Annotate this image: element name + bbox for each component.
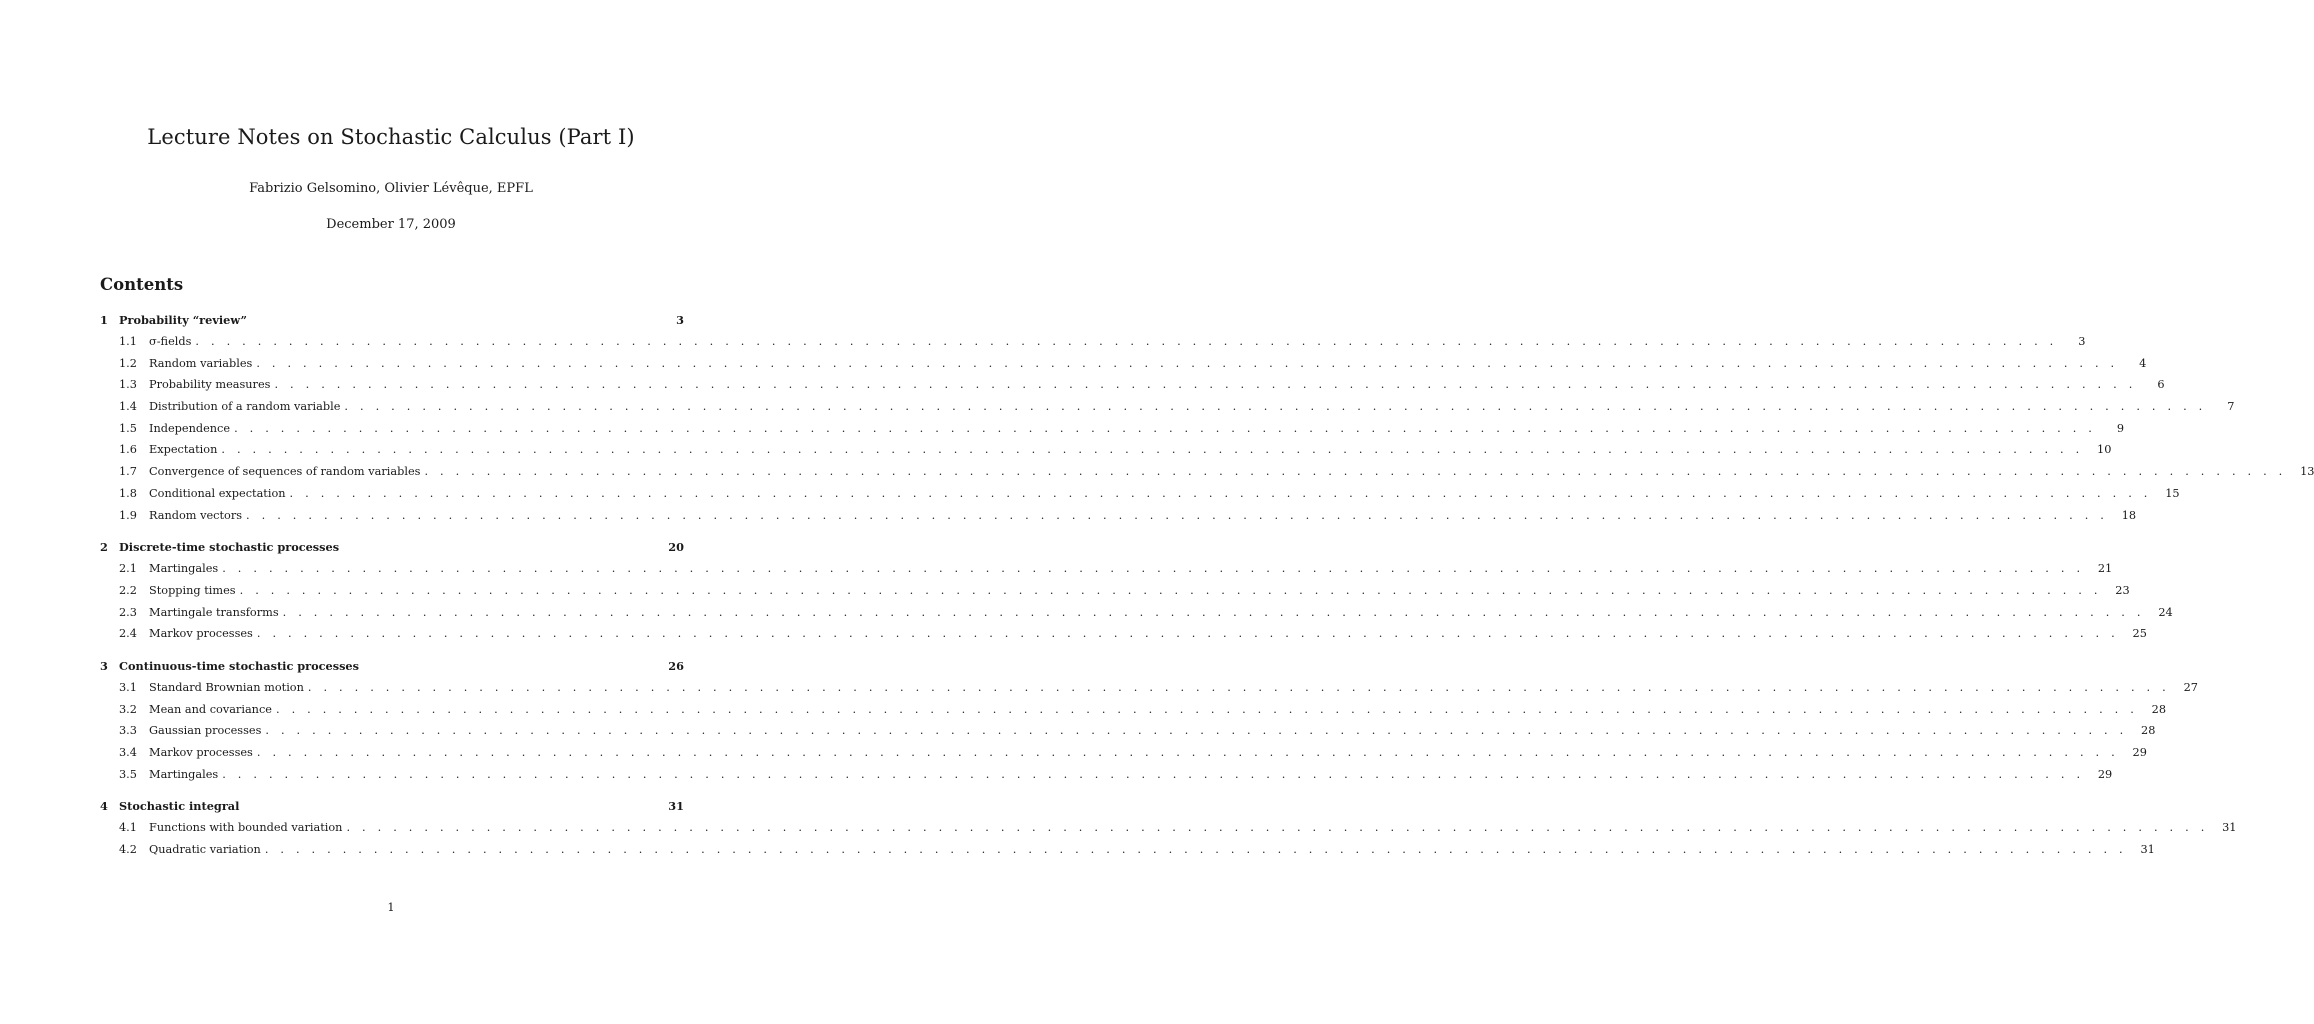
dot-leader: . . . . . . . . . . . . . . . . . . . . . . . . . . . . . . . . . . . . . . . . . . . . . . . . . . . . . . . . . . . . . . . . . . . . . . . . . . . . . . . . . . . . . . . . . . . . . . . . . . . . . . . . . . . . . . . . . . . . . . . .: [307, 680, 2170, 694]
toc-section-entry[interactable]: [100, 817, 2237, 839]
section-title: Random vectors: [149, 508, 243, 522]
toc-section-entry[interactable]: [100, 505, 2137, 527]
page-number: 1: [387, 901, 395, 914]
section-title: Stopping times: [149, 583, 236, 597]
section-page-number: 15: [2165, 486, 2180, 500]
dot-leader: . . . . . . . . . . . . . . . . . . . . . . . . . . . . . . . . . . . . . . . . . . . . . . . . . . . . . . . . . . . . . . . . . . . . . . . . . . . . . . . . . . . . . . . . . . . . . . . . . . . . . . . . . . . . . . . . . . . . . . . .: [246, 508, 2109, 522]
dot-leader: . . . . . . . . . . . . . . . . . . . . . . . . . . . . . . . . . . . . . . . . . . . . . . . . . . . . . . . . . . . . . . . . . . . . . . . . . . . . . . . . . . . . . . . . . . . . . . . . . . . . . . . . . . . . . . . . . . . . . . . .: [195, 335, 2058, 348]
section-page-number: 25: [2132, 627, 2147, 641]
section-number: 3.5: [119, 767, 137, 781]
dot-leader: . . . . . . . . . . . . . . . . . . . . . . . . . . . . . . . . . . . . . . . . . . . . . . . . . . . . . . . . . . . . . . . . . . . . . . . . . . . . . . . . . . . . . . . . . . . . . . . . . . . . . . . . . . . . . . . . . . . . . . . .: [256, 627, 2119, 641]
section-number: 1.2: [119, 356, 137, 370]
toc-chapter-entry[interactable]: [100, 310, 684, 331]
section-title: Martingales: [149, 562, 219, 576]
toc-section-entry[interactable]: [100, 461, 2314, 483]
section-page-number: 24: [2158, 605, 2173, 619]
section-page-number: 18: [2121, 508, 2137, 522]
section-page-number: 28: [2151, 702, 2167, 716]
contents-heading: Contents: [100, 275, 184, 294]
toc-section-entry[interactable]: [100, 602, 2173, 624]
toc-section-entry[interactable]: [100, 353, 2147, 375]
toc-section-entry[interactable]: [100, 580, 2130, 602]
toc-section-entry[interactable]: [100, 742, 2147, 764]
dot-leader: . . . . . . . . . . . . . . . . . . . . . . . . . . . . . . . . . . . . . . . . . . . . . . . . . . . . . . . . . . . . . . . . . . . . . . . . . . . . . . . . . . . . . . . . . . . . . . . . . . . . . . . . . . . . . . . . . . . . . . . .: [346, 821, 2209, 835]
toc-section-entry[interactable]: [100, 839, 2155, 861]
section-title: Random variables: [149, 356, 253, 370]
section-number: 2.2: [119, 583, 137, 597]
dot-leader: . . . . . . . . . . . . . . . . . . . . . . . . . . . . . . . . . . . . . . . . . . . . . . . . . . . . . . . . . . . . . . . . . . . . . . . . . . . . . . . . . . . . . . . . . . . . . . . . . . . . . . . . . . . . . . . . . . . . . . . .: [282, 605, 2145, 619]
chapter-title: Discrete-time stochastic processes: [119, 540, 340, 555]
section-number: 2.1: [119, 562, 137, 576]
section-number: 1.8: [119, 486, 137, 500]
toc-section-entry[interactable]: [100, 483, 2180, 505]
toc-chapter-entry[interactable]: [100, 796, 684, 817]
toc-chapter-entry[interactable]: [100, 537, 684, 558]
section-page-number: 21: [2097, 562, 2113, 576]
toc-section-entry[interactable]: [100, 764, 2113, 786]
dot-leader: . . . . . . . . . . . . . . . . . . . . . . . . . . . . . . . . . . . . . . . . . . . . . . . . . . . . . . . . . . . . . . . . . . . . . . . . . . . . . . . . . . . . . . . . . . . . . . . . . . . . . . . . . . . . . . . . . . . . . . . .: [234, 421, 2097, 435]
section-page-number: 3: [2078, 335, 2086, 348]
section-title: σ-fields: [149, 335, 192, 348]
chapter-page-number: 26: [668, 658, 684, 673]
section-number: 3.3: [119, 724, 137, 738]
section-number: 1.9: [119, 508, 137, 522]
toc-section-entry[interactable]: [100, 699, 2167, 721]
section-page-number: 31: [2222, 821, 2237, 835]
dot-leader: . . . . . . . . . . . . . . . . . . . . . . . . . . . . . . . . . . . . . . . . . . . . . . . . . . . . . . . . . . . . . . . . . . . . . . . . . . . . . . . . . . . . . . . . . . . . . . . . . . . . . . . . . . . . . . . . . . . . . . . .: [344, 400, 2207, 414]
chapter-page-number: 3: [676, 313, 684, 327]
section-title: Probability measures: [149, 378, 271, 392]
section-number: 1.1: [119, 335, 137, 348]
section-title: Expectation: [149, 443, 218, 457]
section-title: Mean and covariance: [149, 702, 272, 716]
section-number: 2.4: [119, 627, 137, 641]
document-title: Lecture Notes on Stochastic Calculus (Part I): [147, 125, 635, 149]
section-page-number: 13: [2300, 465, 2314, 479]
section-page-number: 6: [2157, 378, 2165, 392]
section-page-number: 7: [2227, 400, 2235, 414]
section-title: Functions with bounded variation: [149, 821, 343, 835]
section-title: Gaussian processes: [149, 724, 262, 738]
section-title: Standard Brownian motion: [149, 680, 304, 694]
section-number: 3.2: [119, 702, 137, 716]
document-date: December 17, 2009: [326, 217, 456, 232]
dot-leader: . . . . . . . . . . . . . . . . . . . . . . . . . . . . . . . . . . . . . . . . . . . . . . . . . . . . . . . . . . . . . . . . . . . . . . . . . . . . . . . . . . . . . . . . . . . . . . . . . . . . . . . . . . . . . . . . . . . . . . . .: [222, 767, 2085, 781]
section-page-number: 31: [2140, 843, 2155, 857]
section-title: Martingale transforms: [149, 605, 279, 619]
chapter-title: Stochastic integral: [119, 799, 240, 814]
chapter-page-number: 20: [668, 540, 684, 555]
section-number: 4.1: [119, 821, 137, 835]
section-number: 4.2: [119, 843, 137, 857]
chapter-number: 4: [100, 799, 108, 814]
section-number: 1.3: [119, 378, 137, 392]
dot-leader: . . . . . . . . . . . . . . . . . . . . . . . . . . . . . . . . . . . . . . . . . . . . . . . . . . . . . . . . . . . . . . . . . . . . . . . . . . . . . . . . . . . . . . . . . . . . . . . . . . . . . . . . . . . . . . . . . . . . . . . .: [239, 583, 2102, 597]
chapter-title: Probability “review”: [119, 313, 248, 327]
toc-section-entry[interactable]: [100, 623, 2147, 645]
toc-chapter-entry[interactable]: [100, 656, 684, 677]
section-page-number: 29: [2097, 767, 2113, 781]
dot-leader: . . . . . . . . . . . . . . . . . . . . . . . . . . . . . . . . . . . . . . . . . . . . . . . . . . . . . . . . . . . . . . . . . . . . . . . . . . . . . . . . . . . . . . . . . . . . . . . . . . . . . . . . . . . . . . . . . . . . . . . .: [256, 356, 2119, 370]
section-page-number: 23: [2115, 583, 2130, 597]
toc-section-entry[interactable]: [100, 439, 2112, 461]
section-page-number: 4: [2139, 356, 2147, 370]
section-number: 1.6: [119, 443, 137, 457]
dot-leader: . . . . . . . . . . . . . . . . . . . . . . . . . . . . . . . . . . . . . . . . . . . . . . . . . . . . . . . . . . . . . . . . . . . . . . . . . . . . . . . . . . . . . . . . . . . . . . . . . . . . . . . . . . . . . . . . . . . . . . . .: [265, 724, 2128, 738]
section-title: Martingales: [149, 767, 219, 781]
section-title: Quadratic variation: [149, 843, 261, 857]
toc-section-entry[interactable]: [100, 331, 2086, 353]
chapter-gap: [100, 785, 684, 796]
dot-leader: . . . . . . . . . . . . . . . . . . . . . . . . . . . . . . . . . . . . . . . . . . . . . . . . . . . . . . . . . . . . . . . . . . . . . . . . . . . . . . . . . . . . . . . . . . . . . . . . . . . . . . . . . . . . . . . . . . . . . . . .: [222, 562, 2085, 576]
chapter-gap: [100, 645, 684, 656]
dot-leader: . . . . . . . . . . . . . . . . . . . . . . . . . . . . . . . . . . . . . . . . . . . . . . . . . . . . . . . . . . . . . . . . . . . . . . . . . . . . . . . . . . . . . . . . . . . . . . . . . . . . . . . . . . . . . . . . . . . . . . . .: [221, 443, 2084, 457]
dot-leader: . . . . . . . . . . . . . . . . . . . . . . . . . . . . . . . . . . . . . . . . . . . . . . . . . . . . . . . . . . . . . . . . . . . . . . . . . . . . . . . . . . . . . . . . . . . . . . . . . . . . . . . . . . . . . . . . . . . . . . . .: [274, 378, 2137, 392]
section-page-number: 10: [2097, 443, 2112, 457]
section-title: Conditional expectation: [149, 486, 286, 500]
section-page-number: 9: [2116, 421, 2125, 435]
section-number: 1.4: [119, 400, 137, 414]
chapter-number: 2: [100, 540, 108, 555]
chapter-number: 3: [100, 658, 108, 673]
toc-section-entry[interactable]: [100, 418, 2125, 440]
chapter-number: 1: [100, 313, 108, 327]
toc-section-entry[interactable]: [100, 396, 2235, 418]
dot-leader: . . . . . . . . . . . . . . . . . . . . . . . . . . . . . . . . . . . . . . . . . . . . . . . . . . . . . . . . . . . . . . . . . . . . . . . . . . . . . . . . . . . . . . . . . . . . . . . . . . . . . . . . . . . . . . . . . . . . . . . .: [424, 465, 2287, 479]
chapter-title: Continuous-time stochastic processes: [119, 658, 359, 673]
chapter-page-number: 31: [668, 799, 684, 814]
chapter-gap: [100, 526, 684, 537]
dot-leader: . . . . . . . . . . . . . . . . . . . . . . . . . . . . . . . . . . . . . . . . . . . . . . . . . . . . . . . . . . . . . . . . . . . . . . . . . . . . . . . . . . . . . . . . . . . . . . . . . . . . . . . . . . . . . . . . . . . . . . . .: [264, 843, 2127, 857]
section-page-number: 27: [2183, 680, 2198, 694]
section-number: 3.1: [119, 680, 137, 694]
toc-section-entry[interactable]: [100, 720, 2156, 742]
section-number: 1.5: [119, 421, 137, 435]
section-title: Distribution of a random variable: [149, 400, 341, 414]
document-authors: Fabrizio Gelsomino, Olivier Lévêque, EPFL: [249, 181, 533, 196]
toc-section-entry[interactable]: [100, 374, 2165, 396]
section-title: Markov processes: [149, 746, 253, 759]
table-of-contents: [100, 310, 2314, 861]
section-page-number: 28: [2141, 724, 2156, 738]
section-title: Independence: [149, 421, 231, 435]
section-title: Markov processes: [149, 627, 253, 641]
section-page-number: 29: [2132, 746, 2147, 759]
section-number: 2.3: [119, 605, 137, 619]
dot-leader: . . . . . . . . . . . . . . . . . . . . . . . . . . . . . . . . . . . . . . . . . . . . . . . . . . . . . . . . . . . . . . . . . . . . . . . . . . . . . . . . . . . . . . . . . . . . . . . . . . . . . . . . . . . . . . . . . . . . . . . .: [256, 746, 2119, 759]
toc-section-entry[interactable]: [100, 677, 2198, 699]
dot-leader: . . . . . . . . . . . . . . . . . . . . . . . . . . . . . . . . . . . . . . . . . . . . . . . . . . . . . . . . . . . . . . . . . . . . . . . . . . . . . . . . . . . . . . . . . . . . . . . . . . . . . . . . . . . . . . . . . . . . . . . .: [289, 486, 2152, 500]
section-title: Convergence of sequences of random variables: [149, 465, 421, 479]
section-number: 3.4: [119, 746, 137, 759]
dot-leader: . . . . . . . . . . . . . . . . . . . . . . . . . . . . . . . . . . . . . . . . . . . . . . . . . . . . . . . . . . . . . . . . . . . . . . . . . . . . . . . . . . . . . . . . . . . . . . . . . . . . . . . . . . . . . . . . . . . . . . . .: [275, 702, 2139, 716]
toc-section-entry[interactable]: [100, 558, 2113, 580]
section-number: 1.7: [119, 465, 137, 479]
